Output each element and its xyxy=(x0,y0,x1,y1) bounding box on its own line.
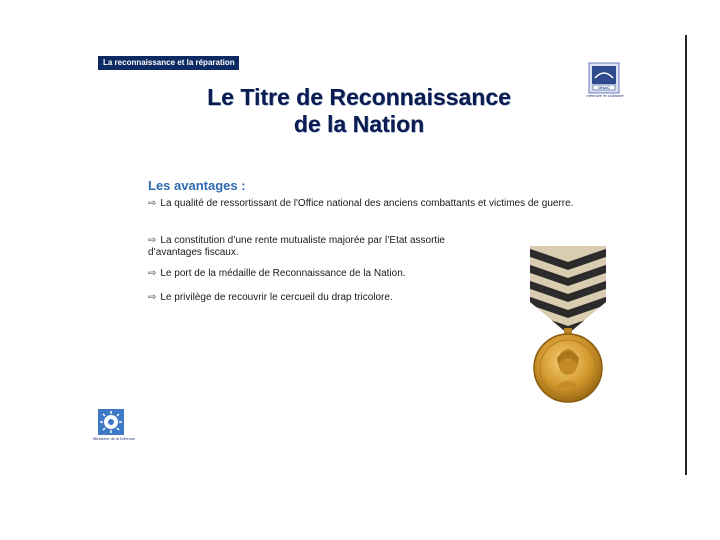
list-item-text: La constitution d’une rente mutualiste majorée par l’Etat assortie d’avantages fiscaux. xyxy=(148,235,445,258)
list-item-text: Le privilège de recouvrir le cercueil du drap tricolore. xyxy=(160,292,393,303)
svg-text:ONAC: ONAC xyxy=(598,85,610,90)
list-item xyxy=(148,235,478,259)
arrow-right-icon: ⇨ xyxy=(148,235,157,246)
list-item xyxy=(148,268,478,280)
arrow-right-icon: ⇨ xyxy=(148,268,157,279)
list-item xyxy=(148,198,608,210)
arrow-right-icon: ⇨ xyxy=(148,292,157,303)
ministry-logo-icon xyxy=(98,409,124,435)
arrow-right-icon: ⇨ xyxy=(148,198,157,209)
advantages-heading: Les avantages : xyxy=(148,178,246,193)
list-item-text: Le port de la médaille de Reconnaissance de la Nation. xyxy=(160,268,406,279)
title-line-1: Le Titre de Reconnaissance xyxy=(207,84,511,110)
list-item xyxy=(148,292,478,304)
bottom-logo-caption: Ministère de la Défense xyxy=(93,436,136,441)
title-line-2: de la Nation xyxy=(293,111,425,137)
page-edge-line xyxy=(685,35,687,475)
reconnaissance-medal-icon xyxy=(516,240,620,408)
top-logo-caption: mémoire et solidarité xyxy=(586,93,624,98)
section-label: La reconnaissance et la réparation xyxy=(98,56,239,70)
list-item-text: La qualité de ressortissant de l'Office national des anciens combattants et victimes de guerre. xyxy=(160,198,574,209)
page-title xyxy=(150,84,568,138)
